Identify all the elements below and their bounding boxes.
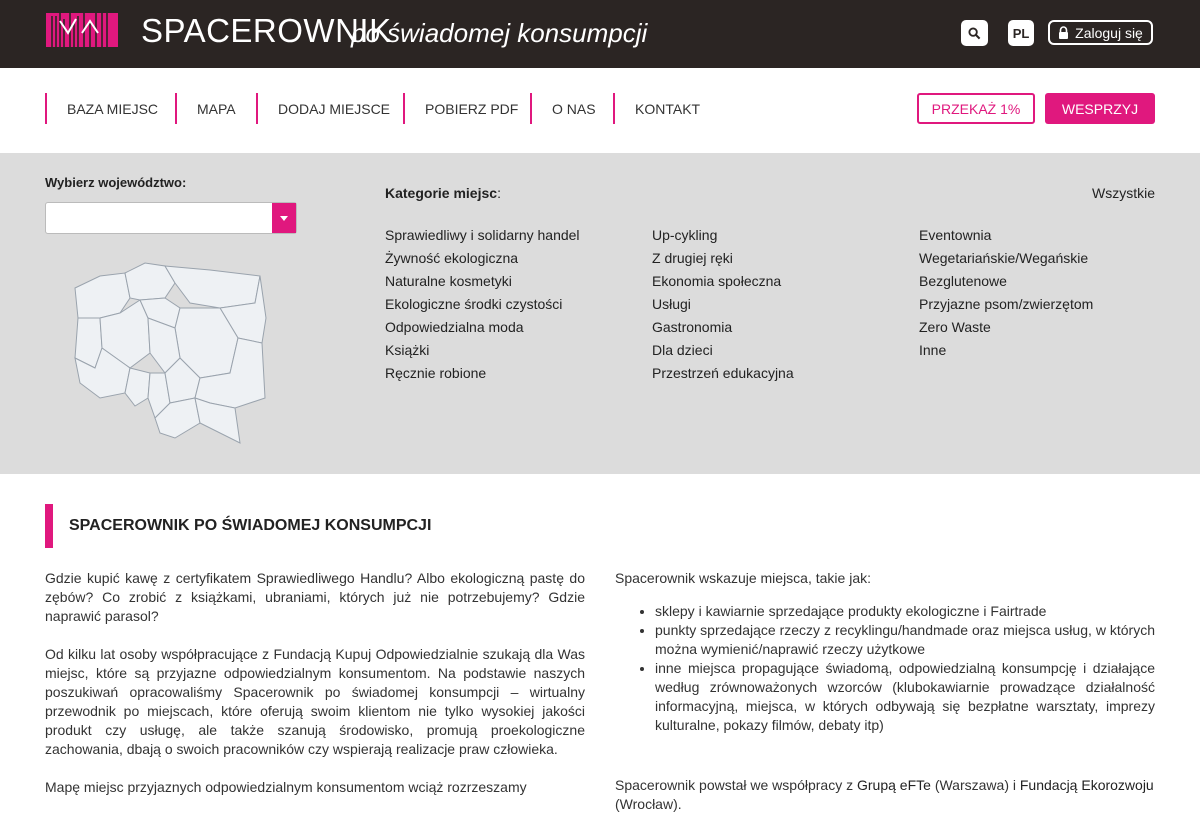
voivodeship-select[interactable] xyxy=(45,202,297,234)
nav-item-pobierz-pdf[interactable]: POBIERZ PDF xyxy=(403,93,518,124)
categories-heading xyxy=(385,185,501,201)
intro-column xyxy=(45,569,585,816)
places-list xyxy=(655,602,1155,735)
category-item[interactable]: Eventownia xyxy=(919,227,992,243)
category-column-3 xyxy=(919,227,1093,365)
category-item[interactable]: Ręcznie robione xyxy=(385,365,487,381)
intro-paragraph: Gdzie kupić kawę z certyfikatem Sprawiedliwego Handlu? Albo ekologiczną pastę do zębów? Co zrobić z książkami, ubraniami, których już nie potrzebujemy? Gdzie naprawić parasol? xyxy=(45,570,585,624)
brand-name[interactable]: SPACEROWNIK xyxy=(141,12,392,49)
nav-item-baza-miejsc[interactable]: BAZA MIEJSC xyxy=(45,93,158,124)
lock-icon xyxy=(1058,26,1069,39)
region-opolskie[interactable] xyxy=(125,368,150,406)
donate-button[interactable]: PRZEKAŻ 1% xyxy=(917,93,1035,124)
category-item[interactable]: Żywność ekologiczna xyxy=(385,250,519,266)
category-item[interactable]: Przestrzeń edukacyjna xyxy=(652,365,794,381)
support-button[interactable]: WESPRZYJ xyxy=(1045,93,1155,124)
main-nav xyxy=(0,68,1200,153)
page-title: SPACEROWNIK PO ŚWIADOMEJ KONSUMPCJI xyxy=(45,504,431,548)
category-column-1 xyxy=(385,227,580,388)
category-item[interactable]: Z drugiej ręki xyxy=(652,250,733,266)
chevron-down-icon xyxy=(280,216,288,221)
region-warminsko-mazurskie[interactable] xyxy=(165,266,260,308)
category-item[interactable]: Usługi xyxy=(652,296,691,312)
category-item[interactable]: Wegetariańskie/Wegańskie xyxy=(919,250,1089,266)
list-item: • inne miejsca propagujące świadomą, odpowiedzialną konsumpcję i działające według zrównoważonych wzorców (klubokawiarnie prowadzące działalność informacyjną, miejsca, w których odbywają się bezpłatne warsztaty, imprezy kulturalne, pokazy filmów, debaty itp) xyxy=(655,659,1155,735)
org-link-efte[interactable]: Grupą eFTe xyxy=(857,777,931,793)
category-item[interactable]: Przyjazne psom/zwierzętom xyxy=(919,296,1094,312)
intro-paragraph: Mapę miejsc przyjaznych odpowiedzialnym konsumentom wciąż rozrzeszamy xyxy=(45,779,527,795)
top-bar xyxy=(0,0,1200,68)
login-button[interactable] xyxy=(1048,20,1153,45)
dropdown-arrow[interactable] xyxy=(272,203,296,233)
category-item[interactable]: Inne xyxy=(919,342,947,358)
category-item[interactable]: Sprawiedliwy i solidarny handel xyxy=(385,227,580,243)
nav-item-o-nas[interactable]: O NAS xyxy=(530,93,596,124)
nav-item-dodaj-miejsce[interactable]: DODAJ MIEJSCE xyxy=(256,93,390,124)
category-item[interactable]: Ekologiczne środki czystości xyxy=(385,296,563,312)
list-item: • sklepy i kawiarnie sprzedające produkty ekologiczne i Fairtrade xyxy=(655,602,1155,621)
places-intro: Spacerownik wskazuje miejsca, takie jak: xyxy=(615,570,871,586)
language-button[interactable]: PL xyxy=(1008,20,1034,46)
credit-prefix: Spacerownik powstał we współpracy z xyxy=(615,777,857,793)
list-item: • punkty sprzedające rzeczy z recyklingu/handmade oraz miejsca usług, w których można wymienić/naprawić rzeczy użytkowe xyxy=(655,621,1155,659)
credit-text xyxy=(615,776,1155,814)
category-item[interactable]: Naturalne kosmetyki xyxy=(385,273,512,289)
search-button[interactable] xyxy=(961,20,988,46)
login-label: Zaloguj się xyxy=(1075,24,1143,41)
category-item[interactable]: Książki xyxy=(385,342,430,358)
intro-paragraph: Od kilku lat osoby współpracujące z Fundacją Kupuj Odpowiedzialnie szukają dla Was miejsc, które są przyjazne odpowiedzialnym konsumentom. Na podstawie naszych poszukiwań opracowaliśmy Spacerownik po świadomej konsumpcji – wirtualny przewodnik po miejscach, które oferują swoim klientom nie tylko wysokiej jakości produkt czy usługę, ale także szanują środowisko, promują proekologiczne zachowania, dbają o swoich pracowników czy wspierają realizacje praw człowieka. xyxy=(45,646,585,757)
credit-city1: (Warszawa) i xyxy=(930,777,1020,793)
category-item[interactable]: Odpowiedzialna moda xyxy=(385,319,524,335)
poland-map[interactable] xyxy=(70,258,270,448)
filter-panel xyxy=(0,153,1200,474)
category-item[interactable]: Dla dzieci xyxy=(652,342,713,358)
credit-city2: (Wrocław). xyxy=(615,796,682,812)
region-zachodniopomorskie[interactable] xyxy=(75,273,130,318)
category-item[interactable]: Bezglutenowe xyxy=(919,273,1007,289)
places-column xyxy=(615,569,1155,814)
category-item[interactable]: Gastronomia xyxy=(652,319,733,335)
category-column-2 xyxy=(652,227,794,388)
logo-icon[interactable] xyxy=(46,13,118,47)
voivodeship-label: Wybierz województwo: xyxy=(45,175,187,190)
nav-item-mapa[interactable]: MAPA xyxy=(175,93,236,124)
category-item[interactable]: Ekonomia społeczna xyxy=(652,273,782,289)
category-all-link[interactable]: Wszystkie xyxy=(1092,185,1155,201)
brand-tagline: po świadomej konsumpcji xyxy=(351,18,648,48)
org-link-ekorozwoju[interactable]: Fundacją Ekorozwoju xyxy=(1019,777,1154,793)
nav-item-kontakt[interactable]: KONTAKT xyxy=(613,93,700,124)
search-icon xyxy=(968,27,981,40)
category-item[interactable]: Up-cykling xyxy=(652,227,718,243)
categories-suffix: : xyxy=(497,185,501,201)
categories-title: Kategorie miejsc xyxy=(385,185,498,201)
category-item[interactable]: Zero Waste xyxy=(919,319,991,335)
